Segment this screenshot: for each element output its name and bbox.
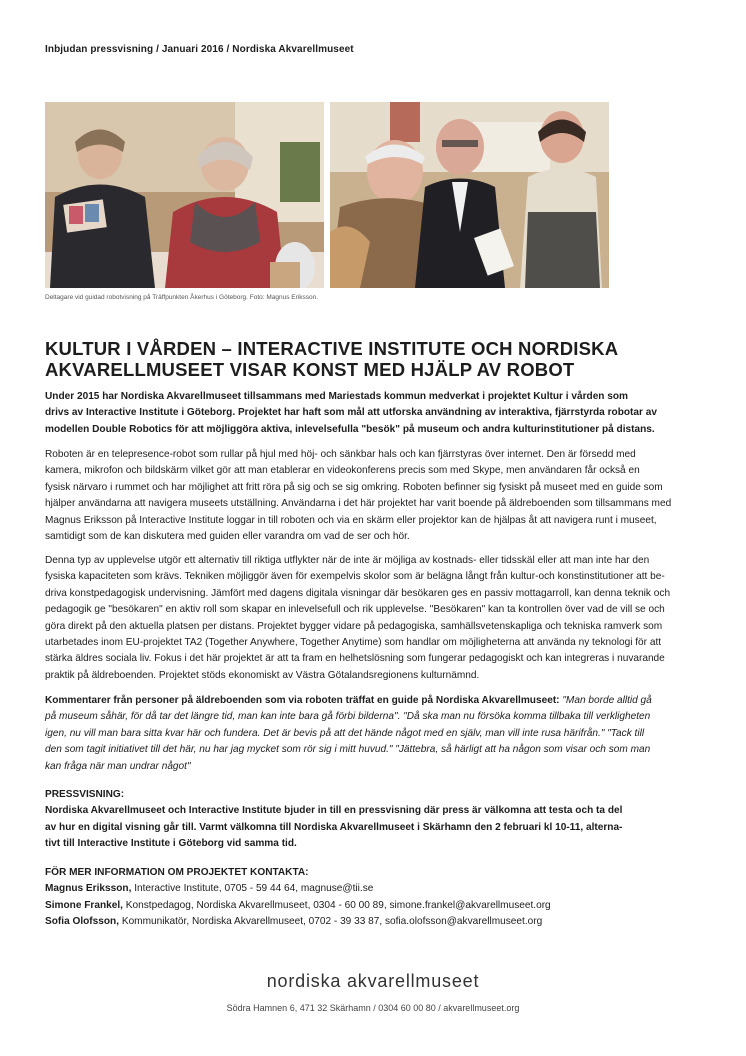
body-line: fysiska kapaciteten som krävs. Tekniken möjliggör även för exempelvis skolor som är belägna långt från kultur-och konstinstitutioner att be- xyxy=(45,571,665,583)
lead-line: drivs av Interactive Institute i Göteborg. Projektet har haft som mål att utforska användning av interaktiva, fjärrstyrda robotar av xyxy=(45,407,657,419)
press-line: av hur en digital visning går till. Varmt välkomna till Nordiska Akvarellmuseet i Skärhamn den 2 februari kl 10-11, alterna- xyxy=(45,821,623,833)
quotes-paragraph xyxy=(45,693,705,775)
contact-details: Konstpedagog, Nordiska Akvarellmuseet, 0304 - 60 00 89, simone.frankel@akvarellmuseet.org xyxy=(122,899,551,911)
footer-brand: nordiska akvarellmuseet xyxy=(266,971,480,991)
contact-heading: FÖR MER INFORMATION OM PROJEKTET KONTAKTA: xyxy=(45,867,309,878)
document-header: Inbjudan pressvisning / Januari 2016 / Nordiska Akvarellmuseet xyxy=(45,44,354,55)
body-line: Roboten är en telepresence-robot som rullar på hjul med höj- och sänkbar hals och kan fjärrstyras över internet. Den är försedd med xyxy=(45,449,636,460)
contact-name: Sofia Olofsson, xyxy=(45,916,120,928)
press-heading: PRESSVISNING: xyxy=(45,789,125,800)
body-paragraph-2 xyxy=(45,553,705,684)
quote-line: kan fråga när man undrar något" xyxy=(45,760,191,772)
contact-details: Kommunikatör, Nordiska Akvarellmuseet, 0702 - 39 33 87, sofia.olofsson@akvarellmuseet.org xyxy=(119,916,543,928)
body-line: stärka äldres sociala liv. Fokus i det här projektet är att ta fram en helhetslösning som fungerar pedagogiskt och kan integreras i nuvarande xyxy=(45,653,665,665)
contact-details: Interactive Institute, 0705 - 59 44 64, magnuse@tii.se xyxy=(131,883,374,895)
photo-left-image xyxy=(45,102,324,288)
lead-paragraph xyxy=(45,389,705,438)
body-line: driva konstpedagogisk undervisning. Jämfört med dagens digitala visningar där besökaren ges en passiv mottagarroll, kan denna teknik och xyxy=(45,587,671,599)
body-line: pedagogik ge "besökaren" en aktiv roll som skapar en inlevelsefull och rik upplevelse. "Besökaren" kan ta kontrollen över vad de vill se och xyxy=(45,604,665,616)
body-line: hjälper användarna att navigera museets utställning. Användarna i det här projektet har varit boende på äldreboenden som tillsammans med xyxy=(45,498,672,510)
body-line: praktik på äldreboenden. Projektet stöds ekonomiskt av Västra Götalandsregionens kulturnämnd. xyxy=(45,669,480,681)
lead-line: modellen Double Robotics för att möjliggöra aktiva, inlevelsefulla "besök" på museum och andra kulturinstitutioner på distans. xyxy=(45,423,655,435)
title-line-2: AKVARELLMUSEET VISAR KONST MED HJÄLP AV ROBOT xyxy=(45,359,575,380)
photo-left xyxy=(45,102,324,288)
title-line-1: KULTUR I VÅRDEN – INTERACTIVE INSTITUTE OCH NORDISKA xyxy=(45,338,619,359)
press-line: Nordiska Akvarellmuseet och Interactive Institute bjuder in till en pressvisning där press är välkomna att testa och ta del xyxy=(45,805,623,817)
body-paragraph-1 xyxy=(45,447,705,545)
press-line: tivt till Interactive Institute i Göteborg vid samma tid. xyxy=(45,838,297,850)
body-line: utarbetades inom EU-projektet TA2 (Together Anywhere, Together Anytime) som handlar om möjligheterna att använda ny teknologi för att xyxy=(45,637,662,649)
footer-address: Södra Hamnen 6, 471 32 Skärhamn / 0304 60 00 80 / akvarellmuseet.org xyxy=(226,1003,520,1013)
body-line: fysisk närvaro i rummet och har möjlighet att fritt röra på sig och se sig omkring. Roboten befinner sig fysiskt på museet med en guide som xyxy=(45,481,663,493)
quote-line: den som tagit initiativet till det här, nu har jag mycket som rör sig i mitt huvud." "Jättebra, så härligt att ha någon som visar och som man xyxy=(45,744,651,756)
contact-name: Simone Frankel, xyxy=(45,899,123,911)
quote-line: "Man borde alltid gå xyxy=(559,695,652,706)
contact-name: Magnus Eriksson, xyxy=(45,883,132,895)
article-title xyxy=(45,338,705,380)
body-line: samtidigt som de kan diskutera med guiden eller varandra om vad de ser och hör. xyxy=(45,531,410,543)
photo-caption: Deltagare vid guidad robotvisning på Träffpunkten Åkerhus i Göteborg. Foto: Magnus Eriksson. xyxy=(45,294,319,301)
body-line: Denna typ av upplevelse utgör ett alternativ till riktiga utflykter när de inte är möjliga av kostnads- eller tidsskäl eller att man inte har den xyxy=(45,555,650,566)
body-line: kamera, mikrofon och bildskärm vilket gör att man etablerar en videokonferens precis som med Skype, men användaren får också en xyxy=(45,465,640,477)
photo-right xyxy=(330,102,609,288)
press-section xyxy=(45,787,705,853)
quote-line: på museum såhär, för då tar det längre tid, man kan inte bara gå förbi bilderna". "Då ska man nu försöka komma tillbaka till verkligheten xyxy=(45,711,651,723)
body-line: göra direkt på den aktuella platsen per distans. Projektet bygger vidare på pedagogiska, samhällsvetenskapliga och tekniska ramverk som xyxy=(45,620,663,632)
photo-right-image xyxy=(330,102,609,288)
quote-line: igen, nu vill man bara sitta kvar här och fundera. Det är bevis på att det hände något med en själv, man vill inte rusa härifrån." "Tack till xyxy=(45,727,645,739)
contact-section xyxy=(45,865,705,931)
lead-line: Under 2015 har Nordiska Akvarellmuseet tillsammans med Mariestads kommun medverkat i projektet Kultur i vården som xyxy=(45,391,629,402)
quotes-intro: Kommentarer från personer på äldreboenden som via roboten träffat en guide på Nordiska Akvarellmuseet: xyxy=(45,695,560,706)
body-line: Magnus Eriksson på Interactive Institute loggar in till roboten och via en skärm eller projektor kan de hjälpas åt att navigera runt i museet, xyxy=(45,514,657,526)
